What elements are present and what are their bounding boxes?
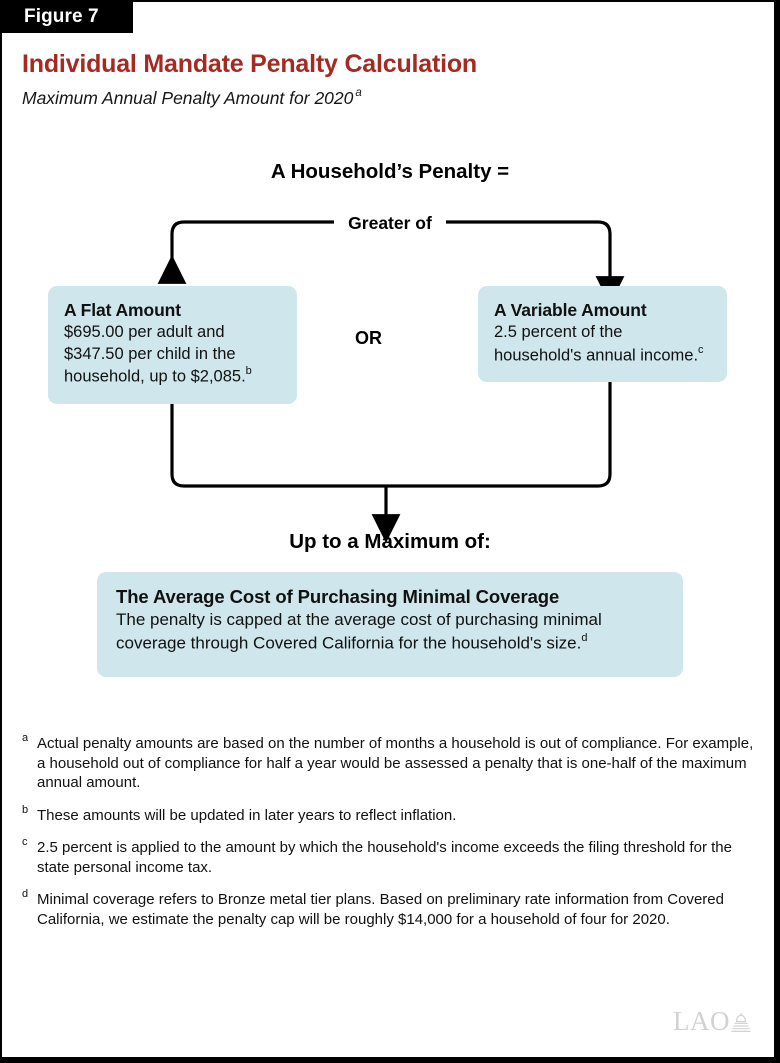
figure-number-label: Figure 7	[24, 5, 99, 27]
footnote-c-text: 2.5 percent is applied to the amount by which the household's income exceeds the filing threshold for the state personal income tax.	[37, 839, 732, 876]
box-flat-amount-text: $695.00 per adult and $347.50 per child in the household, up to $2,085.	[64, 323, 246, 386]
figure-border-bottom	[0, 1057, 780, 1063]
operator-or-label: OR	[355, 328, 382, 348]
footnote-a	[22, 734, 758, 793]
figure-number-tab	[0, 0, 133, 33]
footnote-c	[22, 838, 758, 877]
box-variable-amount	[478, 286, 727, 382]
heading-greater-of	[0, 213, 780, 234]
footnote-a-marker: a	[22, 732, 29, 744]
box-flat-amount-title: A Flat Amount	[64, 300, 181, 320]
box-variable-amount-title: A Variable Amount	[494, 300, 647, 320]
footnote-b	[22, 803, 758, 826]
figure-subtitle-footnote-marker: a	[355, 87, 362, 100]
box-maximum-cap-body	[116, 609, 665, 655]
footnote-d-text: Minimal coverage refers to Bronze metal tier plans. Based on preliminary rate information from Covered California, we estimate the penalty cap will be roughly $14,000 for a household of four for 2020.	[37, 891, 724, 928]
box-flat-amount-footnote-marker: b	[245, 365, 252, 378]
heading-greater-of-label: Greater of	[334, 213, 446, 233]
footnote-b-text: These amounts will be updated in later years to reflect inflation.	[37, 806, 457, 824]
heading-up-to-maximum: Up to a Maximum of:	[289, 530, 491, 553]
box-flat-amount	[48, 286, 297, 404]
figure-subtitle	[22, 88, 362, 109]
footnote-b-marker: b	[22, 803, 29, 816]
heading-household-penalty: A Household’s Penalty =	[270, 160, 510, 183]
footnotes-list	[22, 734, 758, 942]
box-maximum-cap-footnote-marker: d	[581, 631, 588, 644]
footnote-c-marker: c	[22, 836, 28, 848]
capitol-dome-icon	[730, 1011, 752, 1035]
lao-logo-text: LAO	[673, 1006, 730, 1036]
footnote-d	[22, 890, 758, 929]
box-variable-amount-footnote-marker: c	[698, 343, 704, 356]
box-maximum-cap-title: The Average Cost of Purchasing Minimal Coverage	[116, 586, 560, 607]
box-maximum-cap-text: The penalty is capped at the average cost of purchasing minimal coverage through Covered California for the household's size.	[116, 610, 602, 653]
footnote-a-text: Actual penalty amounts are based on the number of months a household is out of compliance. For example, a household out of compliance for half a year would be assessed a penalty that is one-half of the maximum annual amount.	[37, 735, 754, 791]
box-variable-amount-text: 2.5 percent of the household's annual income.	[494, 323, 699, 365]
footnote-d-marker: d	[22, 888, 29, 900]
figure-subtitle-text: Maximum Annual Penalty Amount for 2020	[22, 88, 354, 108]
figure-title: Individual Mandate Penalty Calculation	[22, 50, 477, 78]
box-flat-amount-body	[64, 322, 283, 388]
box-maximum-cap	[97, 572, 683, 677]
lao-logo	[673, 1008, 752, 1035]
box-variable-amount-body	[494, 322, 713, 367]
